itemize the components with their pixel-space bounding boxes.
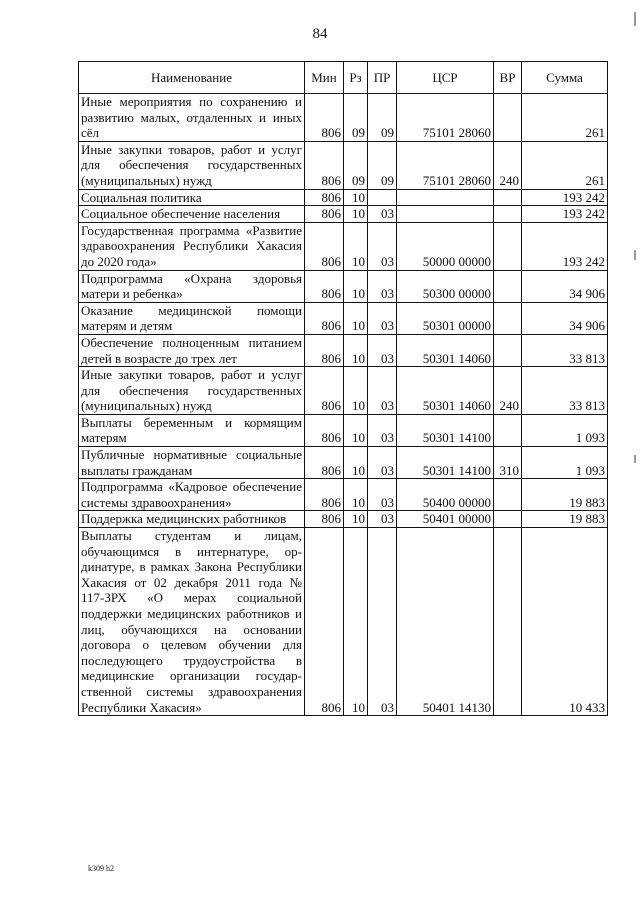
table-row [79,222,608,270]
cell-pr [368,189,397,206]
cell-rz: 09 [344,141,368,189]
cell-name: Иные мероприятия по сохранению и развитию малых, отдаленных и иных сёл [79,94,305,142]
cell-min: 806 [305,189,344,206]
cell-sum: 34 906 [522,270,608,302]
cell-vr [494,511,522,528]
cell-name: Социальное обеспечение населения [79,206,305,223]
cell-pr: 03 [368,206,397,223]
table-row [79,189,608,206]
cell-csr [397,189,494,206]
table-row [79,94,608,142]
cell-csr: 50301 14100 [397,447,494,479]
cell-vr [494,302,522,334]
table-header-row [79,62,608,94]
header-min: Мин [305,62,344,94]
cell-vr [494,270,522,302]
cell-pr: 03 [368,528,397,716]
cell-csr: 75101 28060 [397,94,494,142]
cell-rz: 09 [344,94,368,142]
header-rz: Рз [344,62,368,94]
cell-rz: 10 [344,206,368,223]
cell-min: 806 [305,511,344,528]
cell-name: Подпрограмма «Кадровое обеспечение системы здравоохранения» [79,479,305,511]
cell-min: 806 [305,302,344,334]
cell-csr: 50000 00000 [397,222,494,270]
cell-vr [494,479,522,511]
cell-sum: 33 813 [522,334,608,366]
cell-sum: 193 242 [522,189,608,206]
scan-edge-mark [634,12,636,26]
cell-rz: 10 [344,302,368,334]
cell-csr: 50301 14100 [397,414,494,446]
cell-min: 806 [305,270,344,302]
cell-pr: 03 [368,302,397,334]
cell-pr: 03 [368,270,397,302]
table-row [79,206,608,223]
cell-rz: 10 [344,189,368,206]
cell-csr [397,206,494,223]
cell-sum: 261 [522,94,608,142]
cell-csr: 75101 28060 [397,141,494,189]
cell-name: Выплаты беременным и кормящим матерям [79,414,305,446]
cell-sum: 33 813 [522,367,608,415]
cell-name: Иные закупки товаров, работ и услуг для обеспечения государственных (муниципальных) нужд [79,141,305,189]
cell-pr: 03 [368,414,397,446]
cell-rz: 10 [344,528,368,716]
cell-vr [494,414,522,446]
cell-rz: 10 [344,447,368,479]
header-name: Наименование [79,62,305,94]
cell-min: 806 [305,141,344,189]
cell-min: 806 [305,447,344,479]
table-row [79,414,608,446]
cell-name: Иные закупки товаров, работ и услуг для обеспечения государственных (муниципальных) нужд [79,367,305,415]
header-pr: ПР [368,62,397,94]
cell-name: Социальная политика [79,189,305,206]
cell-pr: 03 [368,511,397,528]
cell-vr [494,222,522,270]
footer-code: k309 h2 [88,864,114,873]
cell-rz: 10 [344,414,368,446]
page-number: 84 [312,26,328,42]
header-vr: ВР [494,62,522,94]
cell-rz: 10 [344,511,368,528]
table-row [79,334,608,366]
cell-name: Государственная программа «Развитие здравоохранения Республики Хакасия до 2020 года» [79,222,305,270]
cell-pr: 09 [368,94,397,142]
cell-sum: 10 433 [522,528,608,716]
cell-sum: 34 906 [522,302,608,334]
cell-sum: 193 242 [522,222,608,270]
cell-sum: 19 883 [522,511,608,528]
cell-vr: 310 [494,447,522,479]
table-row [79,367,608,415]
cell-name: Выплаты студентам и лицам, обучающимся в интернатуре, ординатуре, в рамках Закона Республики Хакасия от 02 декабря 2011 года № 117-ЗРХ «О мерах социальной поддержки медицинских работников и лиц, обучающихся на основании договора о целевом обучении для последующего трудоустройства в медицинские организации государственной системы здравоохранения Республики Хакасия» [79,528,305,716]
table-row [79,479,608,511]
cell-sum: 261 [522,141,608,189]
cell-pr: 09 [368,141,397,189]
cell-min: 806 [305,222,344,270]
cell-min: 806 [305,528,344,716]
cell-sum: 193 242 [522,206,608,223]
cell-vr [494,189,522,206]
cell-pr: 03 [368,222,397,270]
cell-min: 806 [305,479,344,511]
cell-min: 806 [305,414,344,446]
cell-csr: 50400 00000 [397,479,494,511]
cell-pr: 03 [368,367,397,415]
header-sum: Сумма [522,62,608,94]
table-row [79,270,608,302]
table-row [79,528,608,716]
cell-pr: 03 [368,447,397,479]
cell-vr [494,94,522,142]
cell-sum: 19 883 [522,479,608,511]
cell-rz: 10 [344,222,368,270]
cell-name: Подпрограмма «Охрана здоровья матери и ребенка» [79,270,305,302]
cell-rz: 10 [344,270,368,302]
cell-min: 806 [305,334,344,366]
cell-pr: 03 [368,334,397,366]
table-row [79,141,608,189]
cell-min: 806 [305,206,344,223]
cell-vr [494,334,522,366]
cell-csr: 50401 14130 [397,528,494,716]
cell-sum: 1 093 [522,447,608,479]
cell-name: Поддержка медицинских работников [79,511,305,528]
budget-table [78,61,608,716]
cell-min: 806 [305,94,344,142]
table-row [79,511,608,528]
scan-edge-mark [634,455,636,463]
cell-pr: 03 [368,479,397,511]
cell-csr: 50301 00000 [397,302,494,334]
cell-rz: 10 [344,367,368,415]
cell-csr: 50301 14060 [397,334,494,366]
table-row [79,302,608,334]
cell-csr: 50301 14060 [397,367,494,415]
cell-vr: 240 [494,141,522,189]
cell-csr: 50401 00000 [397,511,494,528]
header-csr: ЦСР [397,62,494,94]
cell-min: 806 [305,367,344,415]
cell-rz: 10 [344,334,368,366]
cell-csr: 50300 00000 [397,270,494,302]
cell-vr [494,206,522,223]
scan-edge-mark [634,250,636,260]
cell-sum: 1 093 [522,414,608,446]
table-row [79,447,608,479]
cell-vr: 240 [494,367,522,415]
cell-name: Оказание медицинской помощи матерям и детям [79,302,305,334]
cell-name: Обеспечение полноценным питанием детей в возрасте до трех лет [79,334,305,366]
cell-rz: 10 [344,479,368,511]
cell-name: Публичные нормативные социальные выплаты гражданам [79,447,305,479]
cell-vr [494,528,522,716]
